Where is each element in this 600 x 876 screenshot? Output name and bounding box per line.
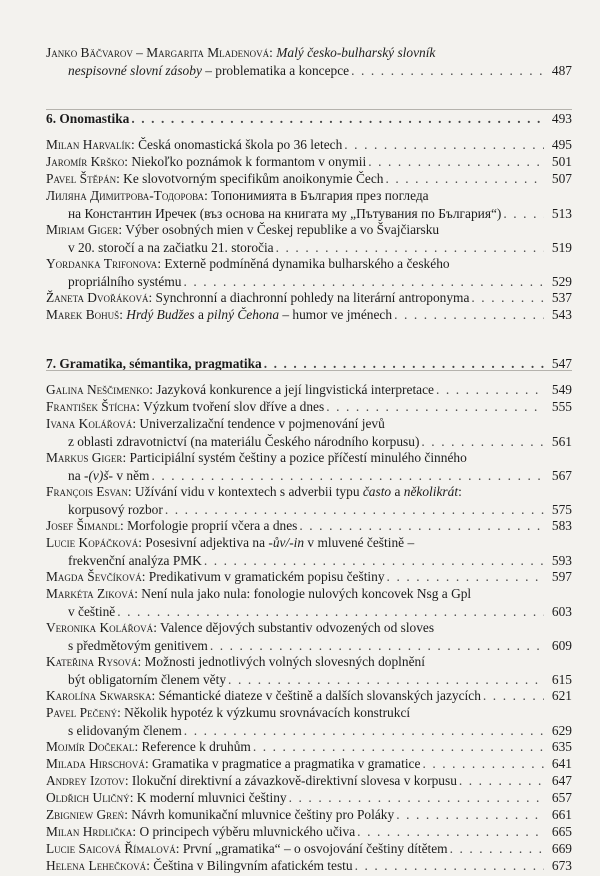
entry-line <box>46 62 572 80</box>
page-number: 547 <box>551 356 572 371</box>
toc-entry <box>46 289 572 307</box>
section-rule <box>46 370 572 371</box>
toc-entry <box>46 789 572 807</box>
entry-text: Лиляна Димитрова-Тодорова: Топонимията в България през погледа <box>46 188 429 203</box>
entry-line <box>46 289 572 307</box>
page-number: 493 <box>551 111 572 126</box>
dot-leader <box>422 755 544 773</box>
entry-text: na -(v)š- v něm <box>68 468 150 484</box>
page-number: 621 <box>551 688 572 703</box>
entry-text: v češtině <box>68 604 116 620</box>
page-number: 487 <box>551 63 572 79</box>
toc-entry <box>46 619 572 655</box>
toc-entry <box>46 840 572 858</box>
dot-leader <box>289 789 544 807</box>
entry-line <box>46 789 572 807</box>
toc-entry <box>46 170 572 188</box>
toc-entry <box>46 153 572 171</box>
toc-entry <box>46 221 572 257</box>
dot-leader <box>471 289 544 307</box>
entry-text: frekvenční analýza PMK <box>68 553 202 569</box>
entry-text: Veronika Kolářová: Valence dějových substantiv odvozených od sloves <box>46 620 435 635</box>
entry-line <box>46 857 572 875</box>
entry-text: Galina Neščimenko: Jazyková konkurence a její lingvistická interpretace <box>46 382 434 397</box>
entry-text: 7. Gramatika, sémantika, pragmatika <box>46 356 262 371</box>
entry-line <box>46 840 572 858</box>
page-number: 615 <box>551 672 572 688</box>
toc-entry <box>46 187 572 223</box>
entry-line <box>46 136 572 154</box>
entry-text: Pavel Pečený: Několik hypotéz k výzkumu srovnávacích konstrukcí <box>46 705 411 720</box>
entry-line <box>46 398 572 416</box>
page-number: 567 <box>551 468 572 484</box>
dot-leader <box>394 306 544 324</box>
entry-line <box>46 806 572 824</box>
entry-text: Kateřina Rysová: Možnosti jednotlivých volných slovesných doplnění <box>46 654 425 669</box>
entry-text: Helena Lehečková: Čeština v Bilingvním afatickém testu <box>46 858 353 873</box>
dot-leader <box>355 857 544 875</box>
entry-text: Milan Harvalík: Česká onomastická škola po 36 letech <box>46 137 343 152</box>
dot-leader <box>351 62 544 80</box>
entry-line <box>46 772 572 790</box>
dot-leader <box>396 806 544 824</box>
dot-leader <box>253 738 544 756</box>
toc-entry <box>46 483 572 519</box>
entry-text: на Константин Иречек (въз основа на книгата му „Пътувания по България“) <box>68 206 502 222</box>
entry-text: Ivana Kolářová: Univerzalizační tendence v pojmenování jevů <box>46 416 385 431</box>
dot-leader <box>299 517 544 535</box>
toc-entry <box>46 755 572 773</box>
dot-leader <box>483 687 544 705</box>
page-number: 669 <box>551 841 572 856</box>
entry-line <box>46 687 572 705</box>
section-heading <box>46 110 572 128</box>
entry-text: Miriam Giger: Výber osobných mien v Českej republike a vo Švajčiarsku <box>46 222 440 237</box>
page-number: 635 <box>551 739 572 754</box>
toc-entry <box>46 517 572 535</box>
toc-entry <box>46 823 572 841</box>
page-number: 609 <box>551 638 572 654</box>
page-number: 629 <box>551 723 572 739</box>
page-number: 549 <box>551 382 572 397</box>
entry-line <box>46 585 572 603</box>
entry-line <box>46 44 572 62</box>
entry-text: Marek Bohuš: Hrdý Budžes a pilný Čehona – humor ve jménech <box>46 307 393 322</box>
entry-text: Pavel Štěpán: Ke slovotvorným specifikům anoikonymie Čech <box>46 171 384 186</box>
page-number: 561 <box>551 434 572 450</box>
entry-line <box>46 738 572 756</box>
entry-text: Milada Hirschová: Gramatika v pragmatice a pragmatika v gramatice <box>46 756 421 771</box>
entry-text: François Esvan: Užívání vidu v kontextech s adverbii typu často a několikrát: <box>46 484 462 499</box>
entry-text: propriálního systému <box>68 274 182 290</box>
entry-line <box>46 619 572 637</box>
entry-text: 6. Onomastika <box>46 111 130 126</box>
entry-line <box>46 306 572 324</box>
page-number: 555 <box>551 399 572 414</box>
entry-text: Lucie Kopáčková: Posesivní adjektiva na -ův/-in v mluvené češtině – <box>46 535 415 550</box>
dot-leader <box>436 381 544 399</box>
entry-text: Markéta Ziková: Není nula jako nula: fonologie nulových koncovek Nsg a Gpl <box>46 586 472 601</box>
page-number: 657 <box>551 790 572 805</box>
entry-text: Andrey Izotov: Ilokuční direktivní a závazkově-direktivní slovesa v korpusu <box>46 773 457 788</box>
toc-entry <box>46 255 572 291</box>
page-number: 583 <box>551 518 572 533</box>
toc-entry <box>46 653 572 689</box>
entry-text: Magda Ševčíková: Predikativum v gramatickém popisu češtiny <box>46 569 385 584</box>
entry-text: být obligatorním členem věty <box>68 672 227 688</box>
page-number: 597 <box>551 569 572 584</box>
entry-line <box>46 704 572 722</box>
dot-leader <box>459 772 544 790</box>
entry-text: Josef Šimandl: Morfologie proprií včera a dnes <box>46 518 298 533</box>
entry-line <box>46 449 572 467</box>
dot-leader <box>450 840 544 858</box>
dot-leader <box>368 153 544 171</box>
entry-text: Karolína Skwarska: Sémantické diateze v češtině a dalších slovanských jazycích <box>46 688 481 703</box>
entry-line <box>46 653 572 671</box>
entry-line <box>46 517 572 535</box>
entry-text: Zbigniew Greń: Návrh komunikační mluvnice češtiny pro Poláky <box>46 807 395 822</box>
page-number: 647 <box>551 773 572 788</box>
entry-text: s elidovaným členem <box>68 723 182 739</box>
toc-entry <box>46 687 572 705</box>
dot-leader <box>326 398 544 416</box>
entry-text: z oblasti zdravotnictví (na materiálu Českého národního korpusu) <box>68 434 420 450</box>
entry-line <box>46 755 572 773</box>
toc-entry <box>46 568 572 586</box>
page-number: 575 <box>551 502 572 518</box>
page-number: 641 <box>551 756 572 771</box>
toc-entry <box>46 398 572 416</box>
page-number: 507 <box>551 171 572 186</box>
entry-text: Žaneta Dvořáková: Synchronní a diachronní pohledy na literární antroponyma <box>46 290 470 305</box>
toc-entry <box>46 738 572 756</box>
entry-line <box>46 823 572 841</box>
dot-leader <box>131 110 544 128</box>
toc-entry <box>46 806 572 824</box>
dot-leader <box>357 823 544 841</box>
toc-entry <box>46 585 572 621</box>
entry-line <box>46 381 572 399</box>
entry-line <box>46 153 572 171</box>
entry-line <box>46 483 572 501</box>
page-number: 513 <box>551 206 572 222</box>
entry-text: Oldřich Uličný: K moderní mluvnici češtiny <box>46 790 287 805</box>
entry-text: s předmětovým genitivem <box>68 638 208 654</box>
entry-text: František Štícha: Výzkum tvoření slov dříve a dnes <box>46 399 325 414</box>
toc-entry <box>46 44 572 80</box>
entry-line <box>46 568 572 586</box>
page-number: 661 <box>551 807 572 822</box>
entry-text: Yordanka Trifonova: Externě podmíněná dynamika bulharského a českého <box>46 256 450 271</box>
entry-text: Jaromír Krško: Niekoľko poznámok k formantom v onymii <box>46 154 367 169</box>
page-number: 529 <box>551 274 572 290</box>
page-number: 665 <box>551 824 572 839</box>
entry-text: Lucie Saicová Římalová: První „gramatika“ – o osvojování češtiny dítětem <box>46 841 448 856</box>
entry-text: Janko Bäčvarov – Margarita Mladenová: Malý česko-bulharský slovník <box>46 45 436 60</box>
toc-entry <box>46 449 572 485</box>
toc-entry <box>46 772 572 790</box>
page-number: 673 <box>551 858 572 873</box>
page-number: 495 <box>551 137 572 152</box>
entry-line <box>46 187 572 205</box>
entry-line <box>46 221 572 239</box>
entry-line <box>46 170 572 188</box>
page-number: 543 <box>551 307 572 322</box>
dot-leader <box>344 136 544 154</box>
page-number: 537 <box>551 290 572 305</box>
entry-text: Markus Giger: Participiální systém češtiny a pozice příčestí minulého činného <box>46 450 467 465</box>
dot-leader <box>385 170 544 188</box>
toc-entry <box>46 415 572 451</box>
entry-text: Milan Hrdlička: O principech výběru mluvnického učiva <box>46 824 356 839</box>
toc-entry <box>46 136 572 154</box>
entry-text: Mojmír Dočekal: Reference k druhům <box>46 739 251 754</box>
dot-leader <box>387 568 544 586</box>
page-number: 603 <box>551 604 572 620</box>
entry-line <box>46 110 572 128</box>
toc-entry <box>46 857 572 875</box>
entry-line <box>46 415 572 433</box>
toc-entry <box>46 534 572 570</box>
section-rule <box>46 109 572 110</box>
page-number: 519 <box>551 240 572 256</box>
entry-text: v 20. storočí a na začiatku 21. storočia <box>68 240 274 256</box>
toc-entry <box>46 704 572 740</box>
entry-text: nespisovné slovní zásoby – problematika a koncepce <box>68 63 350 79</box>
toc-entry <box>46 381 572 399</box>
entry-line <box>46 255 572 273</box>
page-number: 593 <box>551 553 572 569</box>
page-number: 501 <box>551 154 572 169</box>
entry-text: korpusový rozbor <box>68 502 163 518</box>
toc-entry <box>46 306 572 324</box>
entry-line <box>46 534 572 552</box>
